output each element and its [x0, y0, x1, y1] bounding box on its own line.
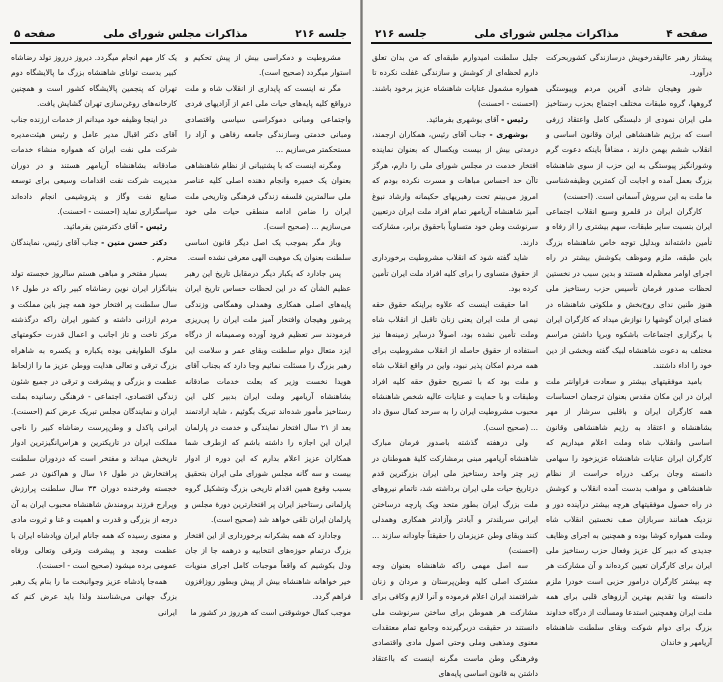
- paragraph-text: مگر نه اینست که پایداری از انقلاب شاه و ملت درواقع کلیه پایه‌های حیات ملی اعم از آزادیهای فردی واجتماعی ومبانی دموکراسی سیاسی واقتصادی ومبانی خدمتی وسازندگی جامعه رفاهی و آزاد را مستحکمتر می‌سازیم ...: [185, 83, 351, 155]
- page-number: صفحه ۴: [666, 28, 708, 40]
- paragraph-text: جلیل سلطنت امیدوارم طبقه‌ای که من بدان تعلق دارم لحظه‌ای از کوشش و سازندگی غفلت نکرده تا همواره مشمول عنایات شاهنشاه عزیز برخود باشند. (احسنت - احسنت): [372, 53, 538, 109]
- paragraph: [546, 204, 712, 373]
- paragraph-text: ولی درهفته گذشته باصدور فرمان مبارک شاهنشاه آریامهر مبنی برمشارکت کلیهٔ هموطنان در زیر چتر واحد رستاخیز ملی ایران بزرگترین قدم درتاریخ حیات ملی ایران برداشته شد، تاتمام نیروهای ملت بزرگ ایران بطور متحد ویک پارچه درساختن ایرانی سربلندتر و آبادتر وآزادتر همکاری وهمدلی کنند وبقای وطن عزیزمان را حقیقتاً جاودانه سازند ... (احسنت): [372, 438, 538, 555]
- paragraph-text: همه‌جا پادشاه عزیز وجوانبخت ما را بنام یک رهبر بزرگ جهانی می‌شناسند ولذا باید عرض کنم که ایرانی: [11, 576, 177, 617]
- speaker-paragraph: [372, 127, 538, 250]
- paragraph-text: وباز مگر بموجب یک اصل دیگر قانون اساسی سلطنت بعنوان یک موهبت الهی معرفی نشده است.: [185, 237, 351, 263]
- paragraph-text: آقای بوشهری بفرمائید.: [426, 114, 499, 124]
- page-header: [10, 28, 351, 44]
- paragraph-text: یک کار مهم انجام میگردد. دیروز درروز تولد رضاشاه کبیر بدست توانای شاهنشاه بزرگ ما پالایشگاه دوم تهران که پنجمین پالایشگاه کشور است و همچنین کارخانه‌های روغن‌سازی تهران گشایش یافت.: [11, 53, 177, 109]
- paragraph: [546, 81, 712, 204]
- paragraph: [372, 297, 538, 436]
- paragraph-text: مشروطیت و دمکراسی بیش از پیش تحکیم و استوار میگردد (صحیح است).: [185, 53, 351, 78]
- paragraph-text: بامید موفقیتهای بیشتر و سعادت فراوانتر ملت ایران در این مکان مقدس بعنوان ترجمان احساسات همه کارگران ایران و باقلبی سرشار از مهر بشاهنشاه و اعتقاد به رژیم شاهنشاهی وقانون اساسی وانقلاب شاه وملت اعلام میداریم که کارگران ایران عنایات شاهنشاه عزیزخود را سهامی دانسته وجان برکف درراه حراست از نظام شاهنشاهی و مواهب بدست آمده انقلاب و کوشش در راه حصول موفقیتهای هرچه بیشتر درآینده دور و نزدیک همانند سربازان صف نخستین انقلاب شاه وملت همواره کوشا بوده و همچنین به اجرای وظایف جدیدی که دبیر کل عزیز وفعال حزب رستاخیز ملی ایران برای کارگران تعیین کرده‌اند و آن مشارکت هر چه بیشتر کارگران درامور حزبی است خودرا ملزم دانسته وبا تقدیم بهترین آرزوهای قلبی برای همه ملت ایران وهمچنین استدعا ومسألت از درگاه خداوند بزرگ برای دوام شوکت وبقای سلطنت شاهنشاه آریامهر و خاندان: [546, 376, 712, 648]
- paragraph-text: کارگران ایران در قلمرو وسیع انقلاب اجتماعی ایران بنسبت سایر طبقات، سهم بیشتری را از رفاه و تأمین داشته‌اند وبدلیل توجه خاص شاهنشاه بزرگ باین طبقه، ملزم وموظف بکوشش بیشتر در راه اجرای اوامر معظم‌له هستند و بدین سبب در نخستین لحظات صدور فرمان تأسیس حزب رستاخیز ملی هنوز طنین ندای روح‌بخش و ملکوتی شاهنشاه در فضای ایران گوشها را نوازش میداد که کارگران ایران با برگزاری اجتماعات باشکوه وبرپا داشتن مراسم مختلف به دعوت شاهنشاه لبیک گفته وبخشی از دین خود را اداء داشتند.: [546, 207, 712, 371]
- paragraph-text: شور وهیجان شادی آفرین مردم وپیوستگی گروهها، گروه طبقات مختلف اجتماع بحزب رستاخیز ملی ایران نمودی از دلبستگی کامل واعتقاد ژرفی است که برژیم شاهنشاهی ایران وقانون اساسی و انقلاب ششم بهمن دارند ، مضافاً باینکه دعوت گرم وشورانگیز پیوستگی به این حزب از سوی شاهنشاه بزرگ بعمل آمده و اجابت آن کمترین وظیفه‌شناسی ما ملت به این سروش آسمانی است. (احسنت): [546, 83, 712, 201]
- speaker-paragraph: [372, 112, 538, 127]
- speaker-name: رئیس -: [501, 114, 528, 124]
- paragraph: [546, 50, 712, 81]
- paragraph: [11, 574, 177, 620]
- column-right: [185, 50, 351, 620]
- paragraph: [372, 50, 538, 112]
- speaker-paragraph: [11, 219, 177, 234]
- paragraph-text: سه اصل مهمی راکه شاهنشاه بعنوان وجه مشترک اصلی کلیه وطن‌پرستان و مردان و زنان شرافتمند ایران اعلام فرموده و آنرا لازم وکافی برای مشارکت هر هموطن برای ساختن سرنوشت ملی دانستند در حقیقت دربرگیرنده وجامع تمام معتقدات معنوی ومذهبی وملی وحتی اصول مادی واقتصادی وفرهنگی وطن ماست مگرنه اینست که بااعتقاد داشتن به قانون اساسی پایه‌های: [372, 561, 538, 679]
- paragraph: [372, 435, 538, 558]
- column-left: [372, 50, 538, 682]
- paragraph: [11, 266, 177, 574]
- paragraph: [185, 235, 351, 266]
- paragraph-text: شاید گفته شود که انقلاب مشروطیت برخورداری از حقوق متساوی را برای کلیه افراد ملت ایران تأمین کرده بود.: [372, 253, 538, 294]
- paragraph-text: جناب آقای رئیس، همکاران ارجمند، درمدتی بیش از بیست ویکسال که بعنوان نماینده افتخار خدمت در مجلس شورای ملی را دارم، هرگز تاآن حد احساس مباهات و مسرت نکرده بودم که امروز می‌بینم تحت رهبریهای حکیمانه وارشاد نبوغ آمیز شاهنشاه آریامهر تمام افراد ملت ایران درتعیین سرنوشت وطن خود متساویاً باحقوق برابر، مشارکت دارند.: [372, 130, 538, 247]
- paragraph: [11, 112, 177, 220]
- paragraph: [546, 374, 712, 651]
- paragraph: [185, 528, 351, 605]
- page-4: [361, 0, 722, 679]
- page-header: [371, 28, 712, 44]
- columns: [10, 50, 351, 620]
- paragraph: [185, 605, 351, 620]
- paragraph-text: آقای دکترمتین بفرمائید.: [63, 222, 138, 232]
- speaker-paragraph: [11, 235, 177, 266]
- paragraph: [11, 50, 177, 112]
- columns: [371, 50, 712, 682]
- paragraph-text: موجب کمال خوشوقتی است که هرروز در کشور ما: [190, 607, 351, 617]
- paragraph: [185, 266, 351, 528]
- column-right: [546, 50, 712, 682]
- paragraph-text: وجادارد که همه بشکرانه برخورداری از این افتخار بزرگ درتمام حوزه‌های انتخابیه و درهمه جا از جان ودل بکوشیم که واقعاً موجبات کامل اجرای منویات خیر خواهانه شاهنشاه بیش از پیش وبطور روزافزون فراهم گردد.: [185, 530, 351, 602]
- column-left: [11, 50, 177, 620]
- speaker-name: دکتر حسن متین -: [101, 237, 167, 247]
- speaker-name: بوشهری -: [489, 130, 528, 140]
- paragraph-text: اما حقیقت اینست که علاوه براینکه حقوق حقه نیمی از ملت ایران یعنی زنان تاقبل از انقلاب شاه وملت تأمین نشده بود، اصولاً درسایر زمینه‌ها نیز استفاده از حقوق حاصله از انقلاب مشروطیت برای همه مردم امکان پذیر نبود، واین در واقع انقلاب شاه و ملت بود که با تصریح حقوق حقه کلیه افراد وطبقات و با حمایت و عنایات عالیه شخص شاهنشاه محبوب مشروطیت ایران را به سرحد کمال سوق داد ... (صحیح است).: [372, 299, 538, 432]
- paragraph-text: ومگرنه اینست که با پشتیبانی از نظام شاهنشاهی بعنوان یک خمیره وانجام دهنده اصلی کلیه عناصر ملی سالمترین فلسفه زندگی فرهنگی وتاریخی ملت ایران را ضامن ادامه منطقی حیات ملی خود می‌سازیم ... (صحیح است).: [185, 160, 351, 232]
- publication-title: مذاکرات مجلس شورای ملی: [474, 28, 619, 40]
- session-number: جلسه ۲۱۶: [375, 28, 427, 40]
- paragraph-text: بسیار مفتخر و مباهی هستم سالروز خجسته تولد بنیانگزار ایران نوین رضاشاه کبیر راکه در طول ۱۶ سال سلطنت پر افتخار خود همه چیز باین مملکت و مردم ارزانی داشته و کشور ایران راکه درگذشته مرکز تاخت و تاز اجانب و اعمال قدرت حکومتهای ملوک الطوایفی بوده یکباره و یکسره به شاهراه بزرگ ترقی و تعالی هدایت ووطن عزیز ما را ازلحاظ عظمت و بزرگی و پیشرفت و ترقی در جمیع شئون زندگی اقتصادی، اجتماعی - فرهنگی رسانیده بملت ایران و نمایندگان مجلس تبریک عرض کنم (احسنت). ایرانی پاکدل و وطن‌پرست رضاشاه کبیر را ناجی مملکت ایران در تاریکترین و هراس‌انگیزترین ادوار تاریخش میداند و مفتخر است که دردوران سلطنت پرافتخارش در طول ۱۶ سال و هم‌اکنون در عصر خجسته وفرخنده دوران ۳۳ سال سلطنت پرارزش وپرارج فرزند برومندش شاهنشاه محبوب ایران به آن درجه از بزرگی و قدرت و اهمیت و غنا و ثروت مادی و معنوی رسیده که همه جانام ایران وپادشاه ایران با عظمت ومجد و پیشرفت وترقی وتعالی ورفاه عمومی برده میشود (صحیح است - احسنت).: [11, 268, 178, 571]
- paragraph: [185, 50, 351, 81]
- paragraph: [185, 81, 351, 158]
- paragraph: [372, 558, 538, 681]
- publication-title: مذاکرات مجلس شورای ملی: [103, 28, 248, 40]
- binding-gutter: [360, 0, 363, 600]
- paragraph-text: پیشتاز رهبر عالیقدرخویش درسازندگی کشوربحرکت درآورد.: [546, 53, 712, 78]
- page-number: صفحه ۵: [14, 28, 56, 40]
- session-number: جلسه ۲۱۶: [295, 28, 347, 40]
- paragraph-text: در اینجا وظیفه خود میدانم از خدمات ارزنده جناب آقای دکتر اقبال مدیر عامل و رئیس هیئت‌مدیره شرکت ملی نفت ایران که همواره منشاء خدمات صادقانه بشاهنشاه آریامهر هستند و در دوران مدیریت شرکت نفت اقدامات وسیعی برای توسعه صنایع نفت وگاز و پتروشیمی انجام داده‌اند سپاسگزاری نماید (احسنت - احسنت).: [11, 114, 177, 217]
- paragraph-text: پس جادارد که یکبار دیگر درمقابل تاریخ این رهبر عظیم الشأن که در این لحظات حساس تاریخ ایران پایه‌های اصلی همکاری وهمدلی وهمگامی وزندگی پرشور وهیجان وافتخار آمیز ملت ایران را پی‌ریزی فرمودند سر تعظیم فرود آورده وصمیمانه از درگاه ایزد متعال دوام سلطنت وبقای عمر و سلامت این رهبر بزرگ را مسئلت نمائیم وجا دارد که بجناب آقای هویدا نخست وزیر که بعلت خدمات صادقانه بشاهنشاه آریامهر وملت ایران بدبیر کلی این رستاخیز مأمور شده‌اند تبریک بگوئیم ، شاید ارادتمند بعد از ۲۱ سال افتخار نمایندگی و خدمت در پارلمان ایران این اجازه را داشته باشم که ازطرف شما همکاران عزیز اعلام بدارم که این دوره از ادوار بیست و سه گانه مجلس شورای ملی ایران بتحقیق بسبب وقوع همین اقدام تاریخی بزرگ وتشکیل گروه پارلمانی رستاخیز ایران پر افتخارترین دورهٔ مجلس و پارلمان ایران تلقی خواهد شد (صحیح است).: [185, 268, 351, 525]
- page-5: [0, 0, 361, 617]
- paragraph: [372, 250, 538, 296]
- speaker-name: رئیس -: [140, 222, 167, 232]
- paragraph-text: جناب آقای رئیس، نمایندگان محترم .: [11, 237, 177, 263]
- paragraph: [185, 158, 351, 235]
